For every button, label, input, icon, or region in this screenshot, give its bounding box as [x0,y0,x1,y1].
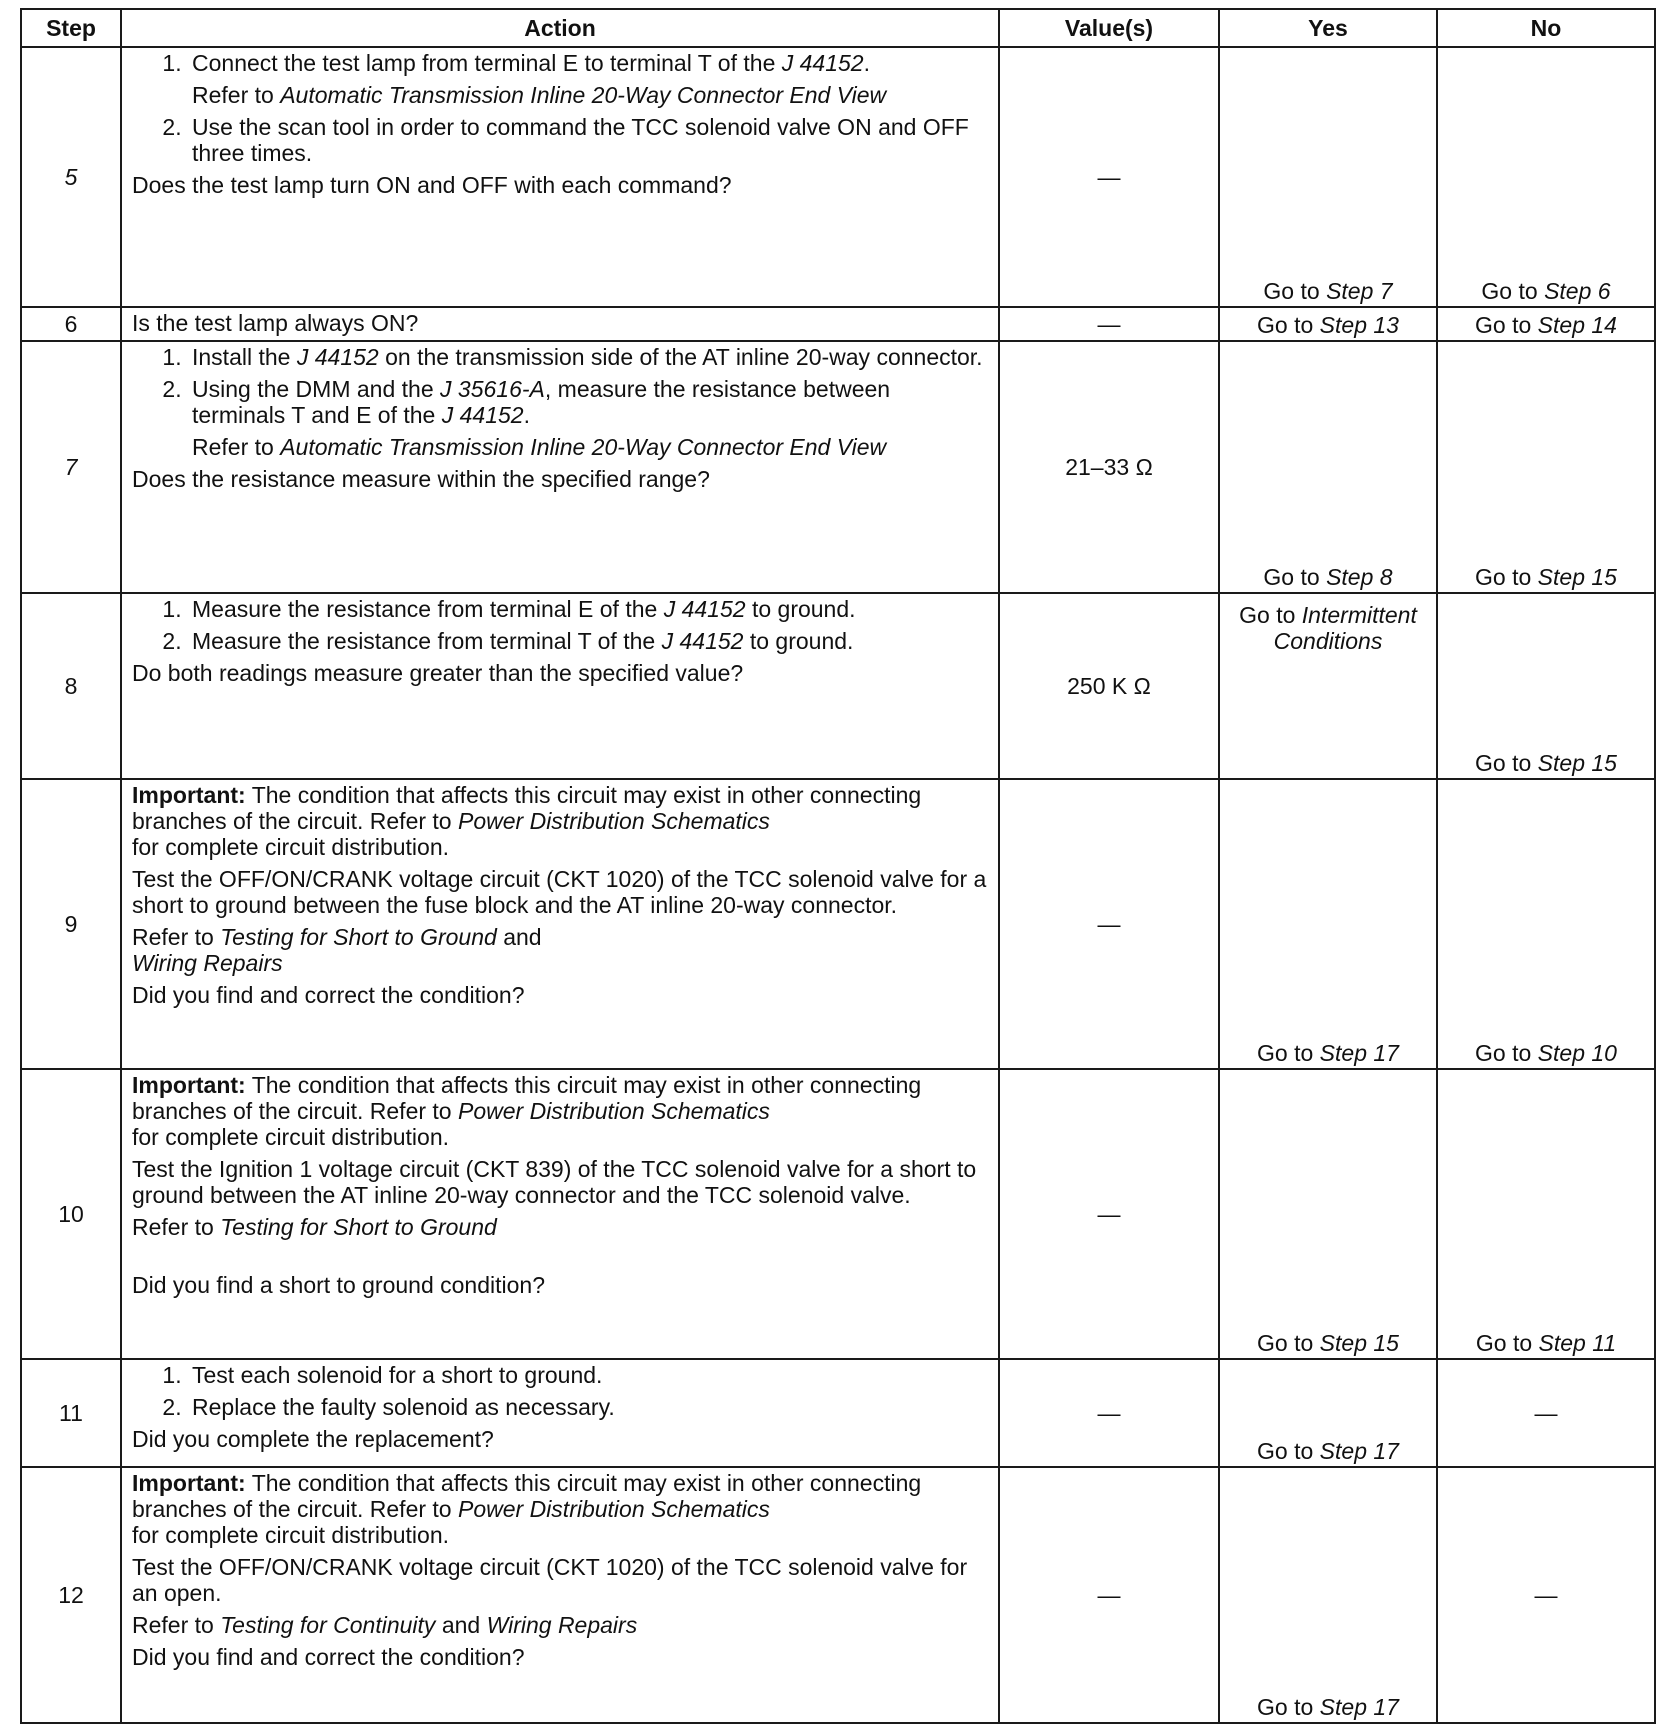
value-cell: — [999,47,1219,307]
action-cell: Is the test lamp always ON? [121,307,999,341]
action-cell [121,1467,999,1723]
value-cell: — [999,307,1219,341]
value-cell: 250 K Ω [999,593,1219,779]
value-cell: 21–33 Ω [999,341,1219,593]
value-cell: — [999,1069,1219,1359]
step-number: 9 [21,779,121,1069]
no-cell[interactable]: Go to Step 6 [1437,47,1655,307]
reference-line: Refer to Testing for Continuity and Wiring Repairs [132,1612,638,1638]
no-cell[interactable]: Go to Step 14 [1437,307,1655,341]
question-text: Do both readings measure greater than the specified value? [132,660,744,686]
no-cell: — [1437,1467,1655,1723]
step-number: 11 [21,1359,121,1467]
test-instruction: Test the OFF/ON/CRANK voltage circuit (CKT 1020) of the TCC solenoid valve for an open. [132,1554,968,1606]
question-text: Does the test lamp turn ON and OFF with each command? [132,172,732,198]
reference-line: Refer to Automatic Transmission Inline 20-Way Connector End View [192,82,887,108]
yes-cell[interactable]: Go to Step 17 [1219,779,1437,1069]
substep-list [132,1362,988,1420]
table-row-step-12 [21,1467,1655,1723]
step-number: 5 [21,47,121,307]
table-row-step-6 [21,307,1655,341]
action-cell [121,1069,999,1359]
table-row-step-9 [21,779,1655,1069]
step-number: 6 [21,307,121,341]
question-text: Did you complete the replacement? [132,1426,494,1452]
substep-1: 1. Connect the test lamp from terminal E to terminal T of the J 44152. Refer to Automatic Transmission Inline 20-Way Connector End View [188,50,988,108]
important-note: Important: The condition that affects this circuit may exist in other connecting branches of the circuit. Refer to Power Distribution Schematics for complete circuit distribution. [132,1072,922,1150]
diagnostic-table [20,8,1656,1724]
header-step: Step [21,9,121,47]
important-note: Important: The condition that affects this circuit may exist in other connecting branches of the circuit. Refer to Power Distribution Schematics for complete circuit distribution. [132,1470,922,1548]
yes-cell[interactable]: Go to Intermittent Conditions [1219,593,1437,779]
step-number: 10 [21,1069,121,1359]
substep-list [132,596,988,654]
yes-cell[interactable]: Go to Step 17 [1219,1467,1437,1723]
substep-list [132,344,988,460]
tool-ref: J 35616-A [440,376,545,402]
tool-ref: J 44152 [296,344,379,370]
question-text: Does the resistance measure within the specified range? [132,466,710,492]
no-cell[interactable]: Go to Step 10 [1437,779,1655,1069]
action-cell [121,341,999,593]
question-text: Did you find a short to ground condition? [132,1272,545,1298]
test-instruction: Test the Ignition 1 voltage circuit (CKT 839) of the TCC solenoid valve for a short to ground between the AT inline 20-way connector and the TCC solenoid valve. [132,1156,977,1208]
value-cell: — [999,1359,1219,1467]
step-number: 12 [21,1467,121,1723]
reference-line: Refer to Testing for Short to Ground and Wiring Repairs [132,924,542,976]
substep-1: 1. Install the J 44152 on the transmission side of the AT inline 20-way connector. [188,344,988,370]
value-cell: — [999,1467,1219,1723]
substep-list [132,50,988,166]
reference-line: Refer to Automatic Transmission Inline 20-Way Connector End View [192,434,887,460]
table-row-step-8 [21,593,1655,779]
step-number: 8 [21,593,121,779]
no-cell: — [1437,1359,1655,1467]
step-number: 7 [21,341,121,593]
action-cell [121,593,999,779]
important-note: Important: The condition that affects this circuit may exist in other connecting branches of the circuit. Refer to Power Distribution Schematics for complete circuit distribution. [132,782,922,860]
test-instruction: Test the OFF/ON/CRANK voltage circuit (CKT 1020) of the TCC solenoid valve for a short to ground between the fuse block and the AT inline 20-way connector. [132,866,987,918]
header-action: Action [121,9,999,47]
reference-line: Refer to Testing for Short to Ground [132,1214,497,1240]
header-no: No [1437,9,1655,47]
action-cell [121,779,999,1069]
yes-cell[interactable]: Go to Step 15 [1219,1069,1437,1359]
tool-ref: J 44152 [663,596,746,622]
substep-2: 2. Using the DMM and the J 35616-A, measure the resistance between terminals T and E of the J 44152. Refer to Automatic Transmission Inline 20-Way Connector End View [188,376,988,460]
table-row-step-11 [21,1359,1655,1467]
yes-cell[interactable]: Go to Step 8 [1219,341,1437,593]
value-cell: — [999,779,1219,1069]
tool-ref: J 44152 [661,628,744,654]
table-row-step-5 [21,47,1655,307]
diagnostic-table-page [20,8,1617,1724]
yes-cell[interactable]: Go to Step 13 [1219,307,1437,341]
substep-2: 2. Measure the resistance from terminal T of the J 44152 to ground. [188,628,988,654]
table-row-step-10 [21,1069,1655,1359]
substep-1: 1. Test each solenoid for a short to ground. [188,1362,988,1388]
no-cell[interactable]: Go to Step 11 [1437,1069,1655,1359]
table-row-step-7 [21,341,1655,593]
yes-cell[interactable]: Go to Step 17 [1219,1359,1437,1467]
table-header-row [21,9,1655,47]
tool-ref: J 44152 [441,402,524,428]
action-cell [121,47,999,307]
substep-2: 2. Use the scan tool in order to command the TCC solenoid valve ON and OFF three times. [188,114,988,166]
question-text: Did you find and correct the condition? [132,1644,525,1670]
tool-ref: J 44152 [781,50,864,76]
substep-2: 2. Replace the faulty solenoid as necessary. [188,1394,988,1420]
yes-cell[interactable]: Go to Step 7 [1219,47,1437,307]
no-cell[interactable]: Go to Step 15 [1437,341,1655,593]
no-cell[interactable]: Go to Step 15 [1437,593,1655,779]
action-cell [121,1359,999,1467]
question-text: Did you find and correct the condition? [132,982,525,1008]
header-values: Value(s) [999,9,1219,47]
substep-1: 1. Measure the resistance from terminal E of the J 44152 to ground. [188,596,988,622]
header-yes: Yes [1219,9,1437,47]
